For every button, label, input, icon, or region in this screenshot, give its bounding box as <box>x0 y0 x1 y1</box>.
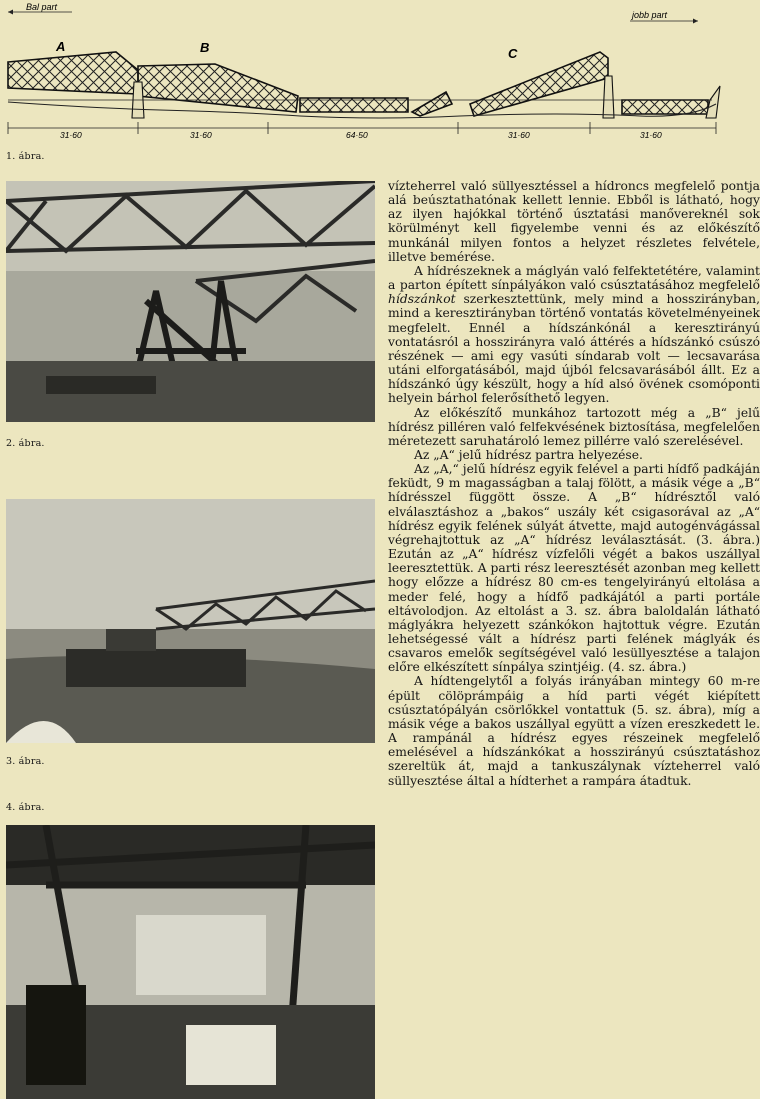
bridge-elevation-diagram <box>0 0 760 150</box>
truss-section-c <box>470 52 608 116</box>
span-label-2: 31·60 <box>190 130 212 140</box>
photo-figure-2 <box>6 181 375 422</box>
paragraph-1: vízteherrel való süllyesztéssel a hídroncs megfelelő pontja alá beúsztathatónak kellett lennie. Ebből is látható, hogy az ilyen hajókkal történő úsztatási manővereknél sok körülményt kell figyelembe venni és az előkészítő munkánál milyen fontos a helyzet részletes felvétele, illetve bemérése. <box>388 179 760 264</box>
span-label-5: 31·60 <box>640 130 662 140</box>
photo-figure-4 <box>6 825 375 1099</box>
section-label-a: A <box>56 39 66 54</box>
figure-1-caption: 1. ábra. <box>6 151 45 162</box>
figure-4-caption: 4. ábra. <box>6 802 45 813</box>
article-text <box>388 179 760 788</box>
emphasis-hidszankot: hídszánkot <box>388 292 456 307</box>
left-bank-label: Bal part <box>26 2 58 12</box>
span-label-4: 31·60 <box>508 130 530 140</box>
truss-fallen-piece <box>412 92 452 116</box>
paragraph-6: A hídtengelytől a folyás irányában mintegy 60 m-re épült cölöprámpáig a híd parti végét kiépített csúsztatópályán csörlőkkel vontattuk (5. sz. ábra), míg a másik vége a bakos uszállyal együtt a vízen ereszkedett le. A rampánál a hídrész egyes részeinek megfelelő emelésével a hídszánkókat a hosszirányú csúsztatáshoz szereltük át, majd a tankuszálynak vízteherrel való süllyesztése által a hídterhet a rampára átadtuk. <box>388 674 760 788</box>
paragraph-3: Az előkészítő munkához tartozott még a „B“ jelű hídrész pilléren való felfekvésének biztosítása, megfelelően méretezett saruhatároló lemez pillérre való szerelésével. <box>388 405 760 448</box>
paragraph-5: Az „A,“ jelű hídrész egyik felével a parti hídfő padkáján feküdt, 9 m magasságban a talaj fölött, a másik vége a „B“ hídrésszel függött össze. A „B“ hídrésztől való elválasztáshoz a „bakos“ uszály két csigasorával az „A“ hídrész egyik felének súlyát átvette, majd autogénvágással végrehajtottuk az „A“ hídrész leválasztását. (3. ábra.) Ezután az „A“ hídrész vízfelőli végét a bakos uszállyal leeresztettük. A parti rész leeresztését azonban meg kellett hogy előzze a hídrész 80 cm-es tengelyirányú eltolása a meder felé, hogy a hídfő padkájától a parti portále eltávolodjon. Az eltolást a 3. sz. ábra baloldalán látható máglyákra helyezett szánkókon hajtottuk végre. Ezután lehetségessé vált a hídrész parti felének máglyák és csavaros emelők segítségével való lesüllyesztése a talajon előre elkészített sínpálya szintjéig. (4. sz. ábra.) <box>388 462 760 675</box>
section-label-b: B <box>200 40 210 55</box>
figure-3-caption: 3. ábra. <box>6 756 45 767</box>
pier-2 <box>603 76 614 118</box>
figure-2-caption: 2. ábra. <box>6 438 45 449</box>
photo-figure-3 <box>6 499 375 743</box>
right-bank-label: jobb part <box>632 10 668 20</box>
span-label-1: 31·60 <box>60 130 82 140</box>
truss-section-a <box>8 52 138 94</box>
section-heading: Az „A“ jelű hídrész partra helyezése. <box>414 447 643 462</box>
paragraph-2: A hídrészeknek a máglyán való felfektetétére, valamint a parton épített sínpályákon való csúsztatásához megfelelő hídszánkot szerkesztettünk, mely mind a hosszirányban, mind a keresztirányban történő vontatás követelményeinek megfelelt. Ennél a hídszánkónál a keresztirányú vontatásról a hosszirányra való áttérés a hídszánkó csúszó részének — ami egy vasúti síndarab volt — lecsavarása utáni elforgatásából, majd újból felcsavarásából állt. Ez a hídszánkó úgy készült, hogy a híd alsó övének csomóponti helyein bárhol felerősíthető legyen. <box>388 263 760 406</box>
truss-section-b <box>138 64 298 112</box>
section-label-c: C <box>508 46 518 61</box>
span-label-3: 64·50 <box>346 130 368 140</box>
